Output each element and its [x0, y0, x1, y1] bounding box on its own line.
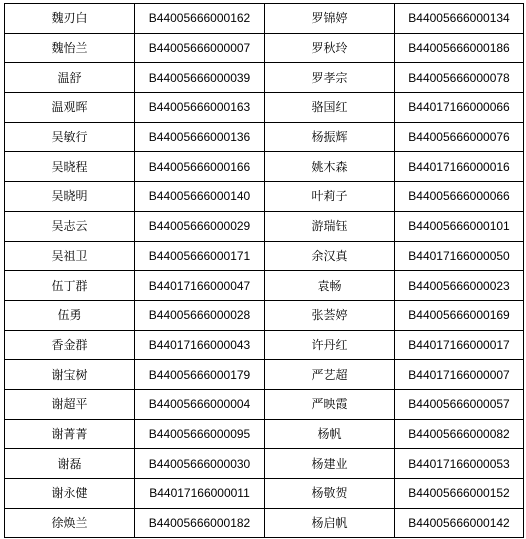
- name-cell: 游瑞钰: [265, 211, 395, 241]
- table-row: [5, 360, 524, 390]
- id-cell: B44005666000152: [395, 479, 524, 509]
- id-cell: B44005666000095: [135, 419, 265, 449]
- name-cell: 谢宝树: [5, 360, 135, 390]
- name-cell: 骆国红: [265, 93, 395, 123]
- name-cell: 吴志云: [5, 211, 135, 241]
- name-cell: 杨帆: [265, 419, 395, 449]
- id-cell: B44005666000186: [395, 33, 524, 63]
- name-cell: 姚木森: [265, 152, 395, 182]
- name-cell: 严艺超: [265, 360, 395, 390]
- name-cell: 罗锦婷: [265, 4, 395, 34]
- id-cell: B44005666000163: [135, 93, 265, 123]
- name-cell: 吴敏行: [5, 122, 135, 152]
- table-row: [5, 33, 524, 63]
- name-cell: 余汉真: [265, 241, 395, 271]
- id-cell: B44005666000136: [135, 122, 265, 152]
- id-cell: B44017166000016: [395, 152, 524, 182]
- name-cell: 魏刃白: [5, 4, 135, 34]
- name-cell: 伍勇: [5, 300, 135, 330]
- id-cell: B44005666000101: [395, 211, 524, 241]
- table-row: [5, 93, 524, 123]
- table-row: [5, 271, 524, 301]
- id-cell: B44005666000169: [395, 300, 524, 330]
- table-row: [5, 182, 524, 212]
- table-row: [5, 508, 524, 538]
- name-cell: 谢磊: [5, 449, 135, 479]
- roster-body: [5, 4, 524, 538]
- name-cell: 谢永健: [5, 479, 135, 509]
- id-cell: B44005666000171: [135, 241, 265, 271]
- id-cell: B44005666000029: [135, 211, 265, 241]
- table-row: [5, 479, 524, 509]
- table-row: [5, 4, 524, 34]
- id-cell: B44005666000162: [135, 4, 265, 34]
- id-cell: B44005666000030: [135, 449, 265, 479]
- table-row: [5, 449, 524, 479]
- name-cell: 魏怡兰: [5, 33, 135, 63]
- id-cell: B44005666000082: [395, 419, 524, 449]
- id-cell: B44017166000050: [395, 241, 524, 271]
- table-row: [5, 330, 524, 360]
- table-row: [5, 152, 524, 182]
- id-cell: B44017166000047: [135, 271, 265, 301]
- name-cell: 温观晖: [5, 93, 135, 123]
- table-row: [5, 389, 524, 419]
- name-cell: 严映霞: [265, 389, 395, 419]
- name-cell: 吴晓程: [5, 152, 135, 182]
- table-row: [5, 211, 524, 241]
- name-cell: 许丹红: [265, 330, 395, 360]
- id-cell: B44017166000053: [395, 449, 524, 479]
- id-cell: B44017166000066: [395, 93, 524, 123]
- name-cell: 吴祖卫: [5, 241, 135, 271]
- name-cell: 叶莉子: [265, 182, 395, 212]
- id-cell: B44005666000007: [135, 33, 265, 63]
- id-cell: B44005666000078: [395, 63, 524, 93]
- roster-table: [4, 3, 524, 538]
- name-cell: 张荟婷: [265, 300, 395, 330]
- name-cell: 香金群: [5, 330, 135, 360]
- id-cell: B44005666000039: [135, 63, 265, 93]
- name-cell: 杨振辉: [265, 122, 395, 152]
- table-row: [5, 63, 524, 93]
- id-cell: B44005666000179: [135, 360, 265, 390]
- name-cell: 杨建业: [265, 449, 395, 479]
- name-cell: 罗孝宗: [265, 63, 395, 93]
- table-row: [5, 122, 524, 152]
- id-cell: B44005666000142: [395, 508, 524, 538]
- name-cell: 谢菁菁: [5, 419, 135, 449]
- name-cell: 杨启帆: [265, 508, 395, 538]
- name-cell: 袁畅: [265, 271, 395, 301]
- id-cell: B44005666000023: [395, 271, 524, 301]
- id-cell: B44005666000140: [135, 182, 265, 212]
- id-cell: B44005666000182: [135, 508, 265, 538]
- table-row: [5, 241, 524, 271]
- name-cell: 谢超平: [5, 389, 135, 419]
- id-cell: B44005666000076: [395, 122, 524, 152]
- id-cell: B44005666000028: [135, 300, 265, 330]
- name-cell: 杨敬贺: [265, 479, 395, 509]
- id-cell: B44017166000007: [395, 360, 524, 390]
- id-cell: B44017166000043: [135, 330, 265, 360]
- name-cell: 吴晓明: [5, 182, 135, 212]
- id-cell: B44005666000057: [395, 389, 524, 419]
- id-cell: B44017166000017: [395, 330, 524, 360]
- name-cell: 伍丁群: [5, 271, 135, 301]
- name-cell: 徐焕兰: [5, 508, 135, 538]
- name-cell: 罗秋玲: [265, 33, 395, 63]
- id-cell: B44005666000004: [135, 389, 265, 419]
- name-cell: 温舒: [5, 63, 135, 93]
- table-row: [5, 300, 524, 330]
- id-cell: B44017166000011: [135, 479, 265, 509]
- id-cell: B44005666000066: [395, 182, 524, 212]
- id-cell: B44005666000166: [135, 152, 265, 182]
- id-cell: B44005666000134: [395, 4, 524, 34]
- table-row: [5, 419, 524, 449]
